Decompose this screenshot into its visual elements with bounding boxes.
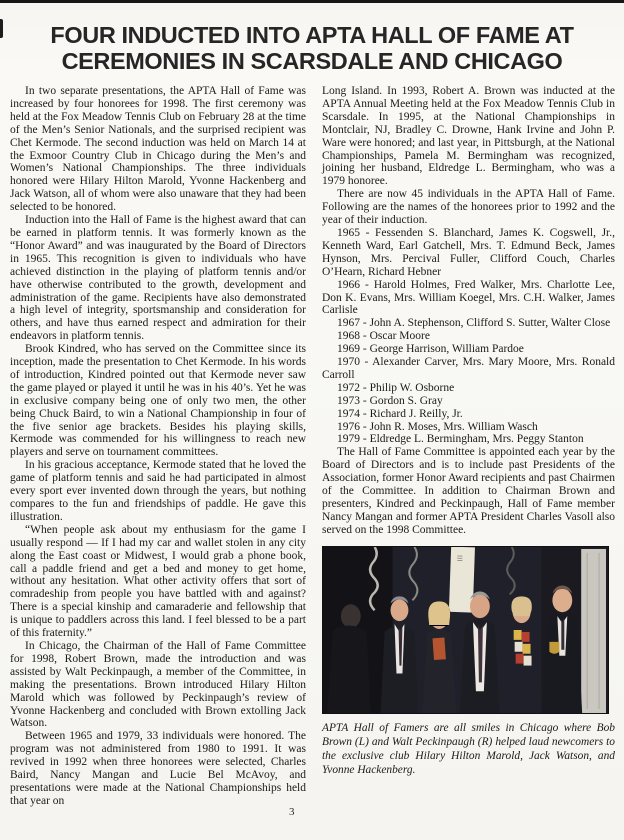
honoree-year-entry: 1966 - Harold Holmes, Fred Walker, Mrs. Charlotte Lee, Don K. Evans, Mrs. William Koegel, Mrs. C.H. Walker, James Carlisle [322, 278, 615, 317]
body-paragraph: Between 1965 and 1979, 33 individuals were honored. The program was not administered from 1980 to 1991. It was revived in 1992 when three honorees were selected, Charles Baird, Nancy Mangan and Lucie Bel McAvoy, and presentations were made at the National Championships held that year on [10, 730, 306, 807]
article-headline [14, 22, 610, 74]
body-paragraph: “When people ask about my enthusiasm for the game I usually respond — If I had my car and wallet stolen in any city along the East coast or Midwest, I would grab a phone book, call a paddle friend and get a bed and money to get home, without any hesitation. What other activity offers that sort of comradeship from people you have battled with and against? There is a special kinship and camaraderie and fellowship that is unique to paddlers across this land. I feel blessed to be a part of this fraternity.” [10, 523, 306, 640]
body-paragraph: Induction into the Hall of Fame is the highest award that can be earned in platform tennis. It was formerly known as the “Honor Award” and was inaugurated by the Board of Directors in 1965. This recognition is given to individuals who have achieved distinction in the playing of platform tennis and/or have otherwise contributed to the growth, development and administration of the game. Recipients have also demonstrated a high level of integrity, sportsmanship and consideration for others, and have thus earned respect and admiration for their endeavors in platform tennis. [10, 214, 306, 343]
honoree-year-entry: 1967 - John A. Stephenson, Clifford S. Sutter, Walter Close [337, 317, 611, 330]
honoree-year-entry: 1973 - Gordon S. Gray [337, 394, 443, 407]
page-number: 3 [289, 806, 295, 818]
body-paragraph: In two separate presentations, the APTA Hall of Fame was increased by four honorees for 1998. The first ceremony was held at the Fox Meadow Tennis Club on February 28 at the time of the Men’s Senior Nationals, and the surprised recipient was Chet Kermode. The second induction was held on March 14 at the Exmoor Country Club in Chicago during the Men’s and Women’s National Championships. The three individuals honored were Hilary Hilton Marold, Yvonne Hackenberg and Jack Watson, all of whom were also unaware that they had been selected to be honored. [10, 85, 306, 214]
photo-block [322, 546, 615, 777]
honoree-year-entry: 1974 - Richard J. Reilly, Jr. [337, 407, 463, 420]
left-column [10, 85, 306, 808]
scan-edge-top [0, 0, 624, 3]
body-paragraph: In Chicago, the Chairman of the Hall of Fame Committee for 1998, Robert Brown, made the introduction and was assisted by Walt Peckinpaugh, a member of the Committee, in making the presentations. Brown introduced Hilary Hilton Marold which was followed by Peckinpaugh’s review of Yvonne Hackenberg and concluded with Brown extolling Jack Watson. [10, 639, 306, 730]
headline-line-1: FOUR INDUCTED INTO APTA HALL OF FAME AT [50, 22, 574, 48]
honoree-year-entry: 1969 - George Harrison, William Pardoe [337, 343, 524, 356]
photo-caption: APTA Hall of Famers are all smiles in Chicago where Bob Brown (L) and Walt Peckinpaugh (R) helped laud newcomers to the exclusive club Hilary Hilton Marold, Jack Watson, and Yvonne Hackenberg. [322, 721, 615, 776]
headline-line-2: CEREMONIES IN SCARSDALE AND CHICAGO [61, 48, 563, 74]
body-paragraph: There are now 45 individuals in the APTA Hall of Fame. Following are the names of the honorees prior to 1992 and the year of their induction. [322, 188, 615, 227]
body-paragraph: The Hall of Fame Committee is appointed each year by the Board of Directors and is to include past Presidents of the Association, former Honor Award recipients and past Chairmen of the Committee. In addition to Chairman Brown and presenters, Kindred and Peckinpaugh, Hall of Fame member Nancy Mangan and former APTA President Charles Vasoll also served on the 1998 Committee. [322, 446, 615, 536]
photo-illustration [323, 547, 608, 713]
hall-of-fame-photo [322, 546, 609, 714]
article-body [0, 74, 624, 808]
body-paragraph: In his gracious acceptance, Kermode stated that he loved the game of platform tennis and said he had participated in almost every sport ever invented down through the years, but nothing compares to the fun and friendships of paddle. He gave this illustration. [10, 459, 306, 523]
honoree-year-entry: 1979 - Eldredge L. Bermingham, Mrs. Peggy Stanton [337, 433, 584, 446]
honoree-year-entry: 1976 - John R. Moses, Mrs. William Wasch [337, 420, 538, 433]
honoree-year-entry: 1972 - Philip W. Osborne [337, 381, 455, 394]
honoree-year-entry: 1965 - Fessenden S. Blanchard, James K. Cogswell, Jr., Kenneth Ward, Earl Gatchell, Mrs. T. Edmund Beck, James Hynson, Mrs. Percival Fuller, Clifford Couch, Charles O’Hearn, Richard Hebner [322, 226, 615, 278]
honoree-year-entry: 1968 - Oscar Moore [337, 330, 430, 343]
right-column [322, 85, 615, 808]
scan-edge-mark [0, 19, 3, 38]
svg-text:☰: ☰ [456, 555, 464, 563]
honoree-year-entry: 1970 - Alexander Carver, Mrs. Mary Moore, Mrs. Ronald Carroll [322, 356, 615, 381]
body-paragraph: Brook Kindred, who has served on the Committee since its inception, made the presentation to Chet Kermode. In his words of introduction, Kindred pointed out that Kermode never saw the game played or played it until he was in his 40’s. Yet he was in exclusive company being one of only two men, the other being Chuck Baird, to win a National Championship in four of the five senior age brackets. Besides his playing skills, Kermode was commended for his willingness to reach new players and serve on tournament committees. [10, 343, 306, 459]
body-paragraph: Long Island. In 1993, Robert A. Brown was inducted at the APTA Annual Meeting held at the Fox Meadow Tennis Club in Scarsdale. In 1995, at the National Championships in Montclair, NJ, Bradley C. Drowne, Hank Irvine and John P. Ware were honored; and last year, in Pittsburgh, at the National Championships, Pamela M. Bermingham was recognized, joining her husband, Eldredge L. Bermingham, who was a 1979 honoree. [322, 85, 615, 188]
